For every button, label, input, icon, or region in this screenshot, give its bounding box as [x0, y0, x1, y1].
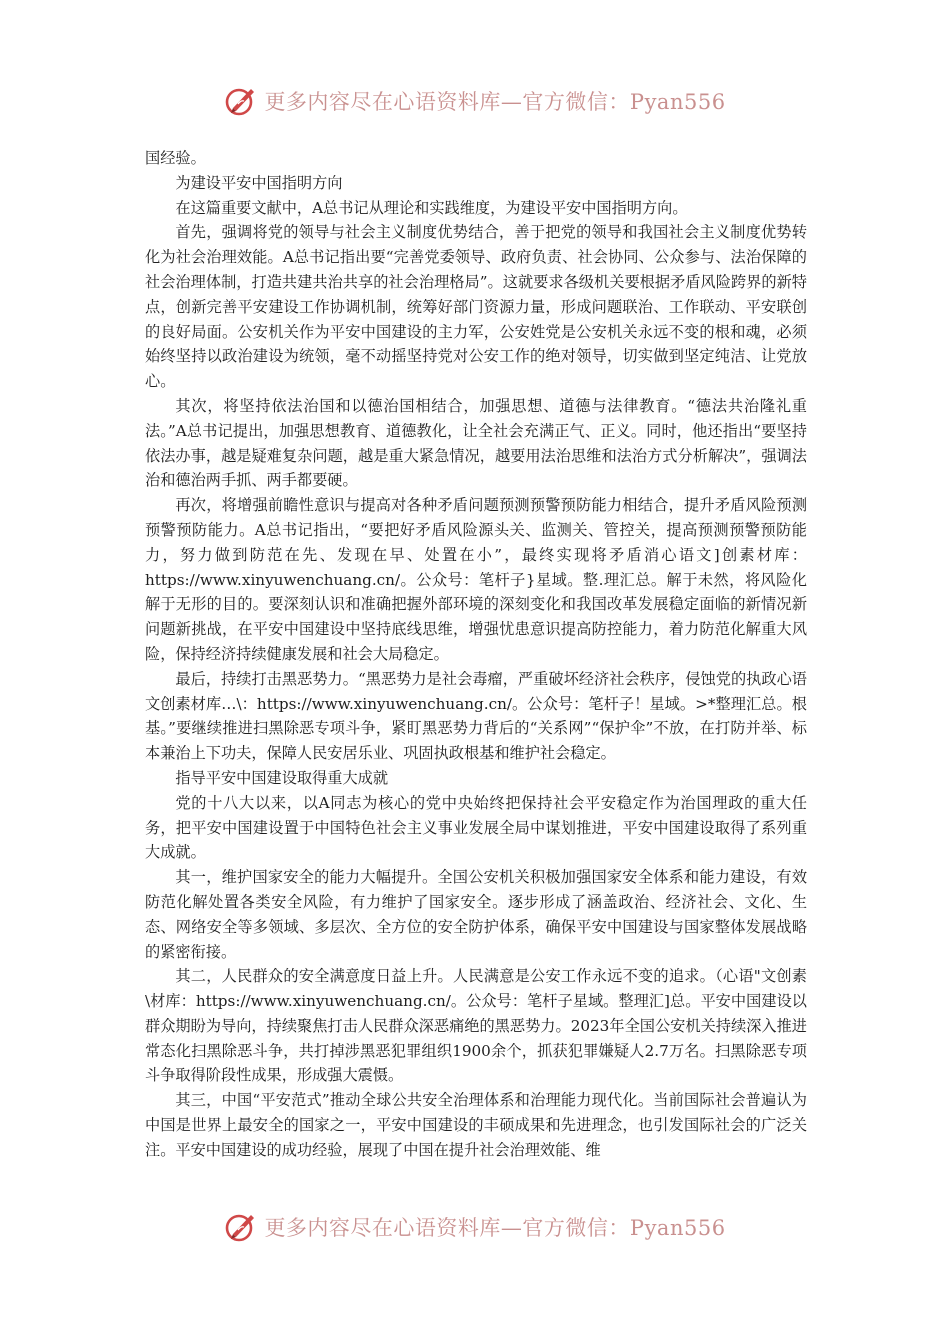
paragraph: 其次，将坚持依法治国和以德治国相结合，加强思想、道德与法律教育。“德法共治隆礼重法。”A总书记提出，加强思想教育、道德教化，让全社会充满正气、正义。同时，他还指出“要坚持依法办事，越是疑难复杂问题，越是重大紧急情况，越要用法治思维和法治方式分析解决”，强调法治和德治两手抓、两手都要硬。: [145, 396, 807, 490]
paragraph: 党的十八大以来，以A同志为核心的党中央始终把保持社会平安稳定作为治国理政的重大任务，把平安中国建设置于中国特色社会主义事业发展全局中谋划推进，平安中国建设取得了系列重大成就。: [145, 793, 807, 862]
paragraph: 再次，将增强前瞻性意识与提高对各种矛盾问题预测预警预防能力相结合，提升矛盾风险预测预警预防能力。A总书记指出，“要把好矛盾风险源头关、监测关、管控关，提高预测预警预防能力，努力做到防范在先、发现在早、处置在小”，最终实现将矛盾消心语文]创素材库：https://www.xinyuwenchuang.cn/。公众号：笔杆子}星域。整.理汇总。解于未然，将风险化解于无形的目的。要深刻认识和准确把握外部环境的深刻变化和我国改革发展稳定面临的新情况新问题新挑战，在平安中国建设中坚持底线思维，增强忧患意识提高防控能力，着力防范化解重大风险，保持经济持续健康发展和社会大局稳定。: [145, 496, 807, 663]
document-body: [145, 146, 807, 1163]
footer-watermark-banner: [0, 1210, 950, 1244]
section-heading: 为建设平安中国指明方向: [175, 173, 343, 192]
header-watermark-banner: [0, 84, 950, 118]
paragraph: 其二，人民群众的安全满意度日益上升。人民满意是公安工作永远不变的追求。（心语"文创素\材库：https://www.xinyuwenchuang.cn/。公众号：笔杆子星域。整理汇]总。平安中国建设以群众期盼为导向，持续聚焦打击人民群众深恶痛绝的黑恶势力。2023年全国公安机关持续深入推进常态化扫黑除恶斗争，共打掉涉黑恶犯罪组织1900余个，抓获犯罪嫌疑人2.7万名。扫黑除恶专项斗争取得阶段性成果，形成强大震慑。: [145, 967, 807, 1085]
pen-logo-icon: [224, 84, 258, 118]
paragraph: 最后，持续打击黑恶势力。“黑恶势力是社会毒瘤，严重破坏经济社会秩序，侵蚀党的执政心语文创素材库…\：https://www.xinyuwenchuang.cn/。公众号：笔杆子！星域。>*整理汇总。根基。”要继续推进扫黑除恶专项斗争，紧盯黑恶势力背后的“关系网”“保护伞”不放，在打防并举、标本兼治上下功夫，保障人民安居乐业、巩固执政根基和维护社会稳定。: [145, 669, 807, 763]
paragraph: 首先，强调将党的领导与社会主义制度优势结合，善于把党的领导和我国社会主义制度优势转化为社会治理效能。A总书记指出要“完善党委领导、政府负责、社会协同、公众参与、法治保障的社会治理体制，打造共建共治共享的社会治理格局”。这就要求各级机关要根据矛盾风险跨界的新特点，创新完善平安建设工作协调机制，统筹好部门资源力量，形成问题联治、工作联动、平安联创的良好局面。公安机关作为平安中国建设的主力军，公安姓党是公安机关永远不变的根和魂，必须始终坚持以政治建设为统领，毫不动摇坚持党对公安工作的绝对领导，切实做到坚定纯洁、让党放心。: [145, 223, 807, 391]
paragraph: 在这篇重要文献中，A总书记从理论和实践维度，为建设平安中国指明方向。: [175, 198, 688, 217]
pen-logo-icon: [224, 1210, 258, 1244]
paragraph: 国经验。: [145, 149, 206, 167]
paragraph: 其一，维护国家安全的能力大幅提升。全国公安机关积极加强国家安全体系和能力建设，有效防范化解处置各类安全风险，有力维护了国家安全。逐步形成了涵盖政治、经济社会、文化、生态、网络安全等多领域、多层次、全方位的安全防护体系，确保平安中国建设与国家整体发展战略的紧密衔接。: [145, 868, 807, 961]
footer-watermark-text: 更多内容尽在心语资料库—官方微信：Pyan556: [264, 1216, 726, 1240]
section-heading: 指导平安中国建设取得重大成就: [175, 768, 389, 787]
header-watermark-text: 更多内容尽在心语资料库—官方微信：Pyan556: [264, 90, 726, 114]
paragraph: 其三，中国“平安范式”推动全球公共安全治理体系和治理能力现代化。当前国际社会普遍认为中国是世界上最安全的国家之一，平安中国建设的丰硕成果和先进理念，也引发国际社会的广泛关注。平安中国建设的成功经验，展现了中国在提升社会治理效能、维: [145, 1091, 807, 1159]
